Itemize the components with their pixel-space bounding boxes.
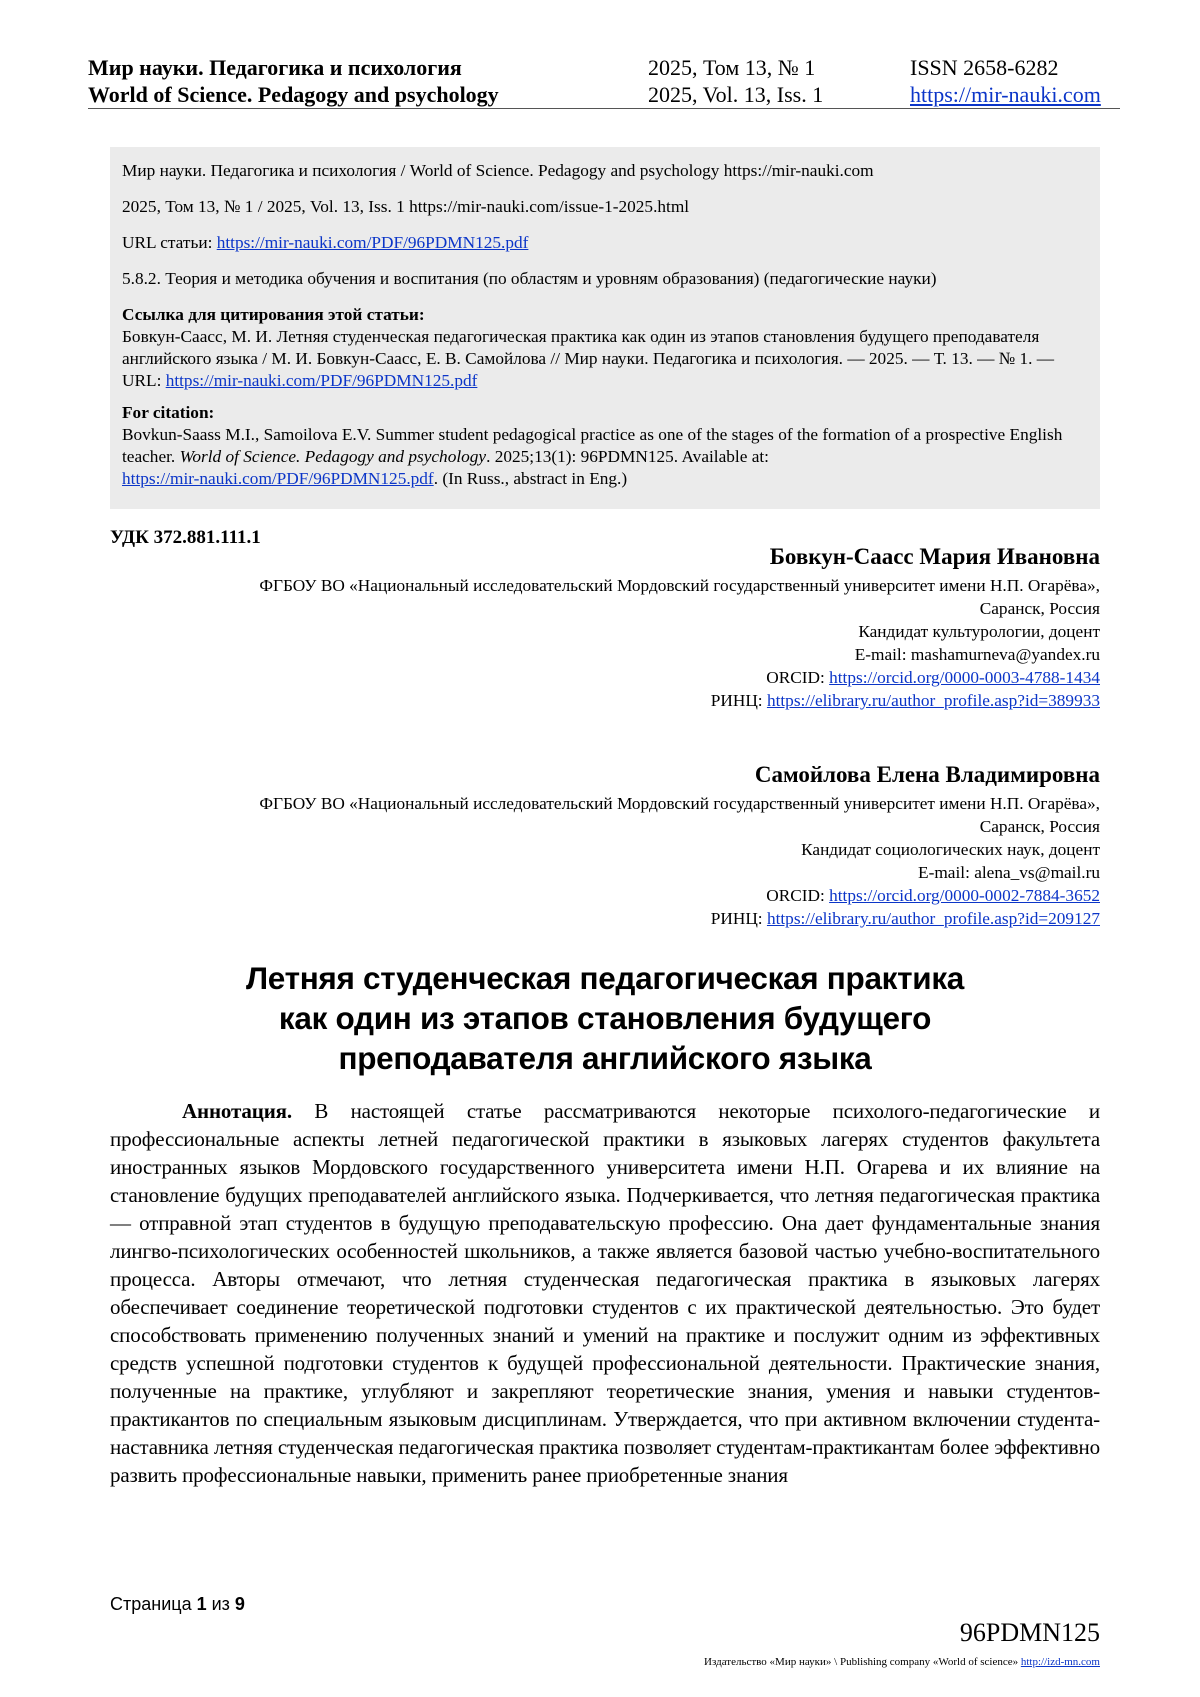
rinc-label: РИНЦ:	[710, 691, 767, 710]
author-name: Самойлова Елена Владимировна	[754, 762, 1100, 787]
publisher-footer	[704, 1656, 1100, 1668]
running-header	[88, 54, 1120, 109]
author-affiliation: ФГБОУ ВО «Национальный исследовательский Мордовский государственный университет имени Н.П. Огарёва»,	[259, 576, 1100, 595]
journal-title	[88, 54, 499, 108]
title-line: преподавателя английского языка	[338, 1040, 872, 1076]
citation-ru-heading: Ссылка для цитирования этой статьи:	[122, 305, 425, 324]
orcid-link[interactable]: https://orcid.org/0000-0003-4788-1434	[829, 668, 1100, 687]
author-email: E-mail: alena_vs@mail.ru	[918, 863, 1100, 882]
author-affiliation: ФГБОУ ВО «Национальный исследовательский Мордовский государственный университет имени Н.П. Огарёва»,	[259, 794, 1100, 813]
info-journal-line: Мир науки. Педагогика и психология / World of Science. Pedagogy and psychology https://mir-nauki.com	[122, 161, 874, 180]
issn-block	[910, 54, 1101, 108]
author-email: E-mail: mashamurneva@yandex.ru	[854, 645, 1100, 664]
page-total: 9	[234, 1594, 245, 1614]
orcid-label: ORCID:	[766, 668, 830, 687]
journal-site-link[interactable]: https://mir-nauki.com	[910, 82, 1101, 107]
author-block	[110, 542, 1100, 712]
citation-en	[122, 402, 1088, 490]
rinc-link[interactable]: https://elibrary.ru/author_profile.asp?id=209127	[766, 909, 1100, 928]
info-url-label: URL статьи:	[122, 233, 217, 252]
article-code: 96PDMN125	[959, 1618, 1100, 1647]
udc-code: УДК 372.881.111.1	[110, 527, 261, 548]
author-orcid	[110, 884, 1100, 907]
volume-info	[648, 54, 823, 108]
citation-en-heading: For citation:	[122, 403, 215, 422]
orcid-link[interactable]: https://orcid.org/0000-0002-7884-3652	[829, 886, 1100, 905]
journal-title-en: World of Science. Pedagogy and psychology	[88, 82, 499, 107]
citation-ru-text: Бовкун-Саасс, М. И. Летняя студенческая педагогическая практика как один из этапов становления будущего преподавателя английского языка / М. И. Бовкун-Саасс, Е. В. Самойлова // Мир науки. Педагогика и психология. — 2025. — Т. 13. — № 1. — URL:	[122, 327, 1055, 390]
journal-title-ru: Мир науки. Педагогика и психология	[88, 55, 462, 80]
citation-en-text: Bovkun-Saass M.I., Samoilova E.V. Summer student pedagogical practice as one of the stages of the formation of a prospective English teacher.	[122, 425, 1063, 466]
article-url-link[interactable]: https://mir-nauki.com/PDF/96PDMN125.pdf	[216, 233, 529, 252]
rinc-link[interactable]: https://elibrary.ru/author_profile.asp?id=389933	[766, 691, 1100, 710]
citation-en-journal: World of Science. Pedagogy and psychology	[179, 447, 487, 466]
orcid-label: ORCID:	[766, 886, 830, 905]
author-rinc	[110, 689, 1100, 712]
author-name: Бовкун-Саасс Мария Ивановна	[769, 544, 1100, 569]
article-title	[110, 958, 1100, 1078]
publisher-text: Издательство «Мир науки» \ Publishing company «World of science»	[704, 1656, 1021, 1668]
author-rinc	[110, 907, 1100, 930]
publisher-link[interactable]: http://izd-mn.com	[1020, 1656, 1100, 1668]
citation-ru-link[interactable]: https://mir-nauki.com/PDF/96PDMN125.pdf	[165, 371, 478, 390]
info-issue-line: 2025, Том 13, № 1 / 2025, Vol. 13, Iss. 1 https://mir-nauki.com/issue-1-2025.html	[122, 197, 690, 216]
title-line: как один из этапов становления будущего	[278, 1000, 932, 1036]
page-current: 1	[196, 1594, 207, 1614]
abstract	[110, 1097, 1100, 1489]
citation-ru	[122, 304, 1088, 392]
info-url-line	[122, 232, 1088, 254]
author-degree: Кандидат культурологии, доцент	[858, 622, 1100, 641]
citation-en-tail: . (In Russ., abstract in Eng.)	[433, 469, 628, 488]
abstract-text: В настоящей статье рассматриваются некоторые психолого-педагогические и профессиональные аспекты летней педагогической практики в языковых лагерях студентов факультета иностранных языков Мордовского государственного университета имени Н.П. Огарева и их влияние на становление будущих преподавателей английского языка. Подчеркивается, что летняя педагогическая практика — отправной этап студентов в будущую преподавательскую профессию. Она дает фундаментальные знания лингво-психологических особенностей школьников, а также является базовой частью учебно-воспитательного процесса. Авторы отмечают, что летняя студенческая педагогическая практика в языковых лагерях обеспечивает соединение теоретической подготовки студентов с их практической деятельностью. Это будет способствовать применению полученных знаний и умений на практике и послужит одним из эффективных средств успешной подготовки студентов к будущей профессиональной деятельности. Практические знания, полученные на практике, углубляют и закрепляют теоретические знания, умения и навыки студентов-практикантов по специальным языковым дисциплинам. Утверждается, что при активном включении студента-наставника летняя студенческая педагогическая практика позволяет студентам-практикантам более эффективно развить профессиональные навыки, применить ранее приобретенные знания	[110, 1099, 1100, 1487]
rinc-label: РИНЦ:	[710, 909, 767, 928]
volume-en: 2025, Vol. 13, Iss. 1	[648, 82, 824, 107]
author-city: Саранск, Россия	[979, 817, 1100, 836]
info-specialty: 5.8.2. Теория и методика обучения и воспитания (по областям и уровням образования) (педагогические науки)	[122, 269, 937, 288]
author-orcid	[110, 666, 1100, 689]
citation-en-text-2: . 2025;13(1): 96PDMN125. Available at:	[486, 447, 769, 466]
article-info-box	[110, 147, 1100, 509]
page-prefix: Страница	[110, 1594, 197, 1614]
volume-ru: 2025, Том 13, № 1	[648, 55, 816, 80]
author-degree: Кандидат социологических наук, доцент	[801, 840, 1100, 859]
title-line: Летняя студенческая педагогическая практика	[245, 960, 965, 996]
page-middle: из	[206, 1594, 235, 1614]
citation-en-link[interactable]: https://mir-nauki.com/PDF/96PDMN125.pdf	[122, 469, 434, 488]
author-city: Саранск, Россия	[979, 599, 1100, 618]
issn: ISSN 2658-6282	[910, 55, 1059, 80]
abstract-label: Аннотация.	[182, 1099, 292, 1123]
page-number	[110, 1594, 245, 1615]
author-block	[110, 760, 1100, 930]
